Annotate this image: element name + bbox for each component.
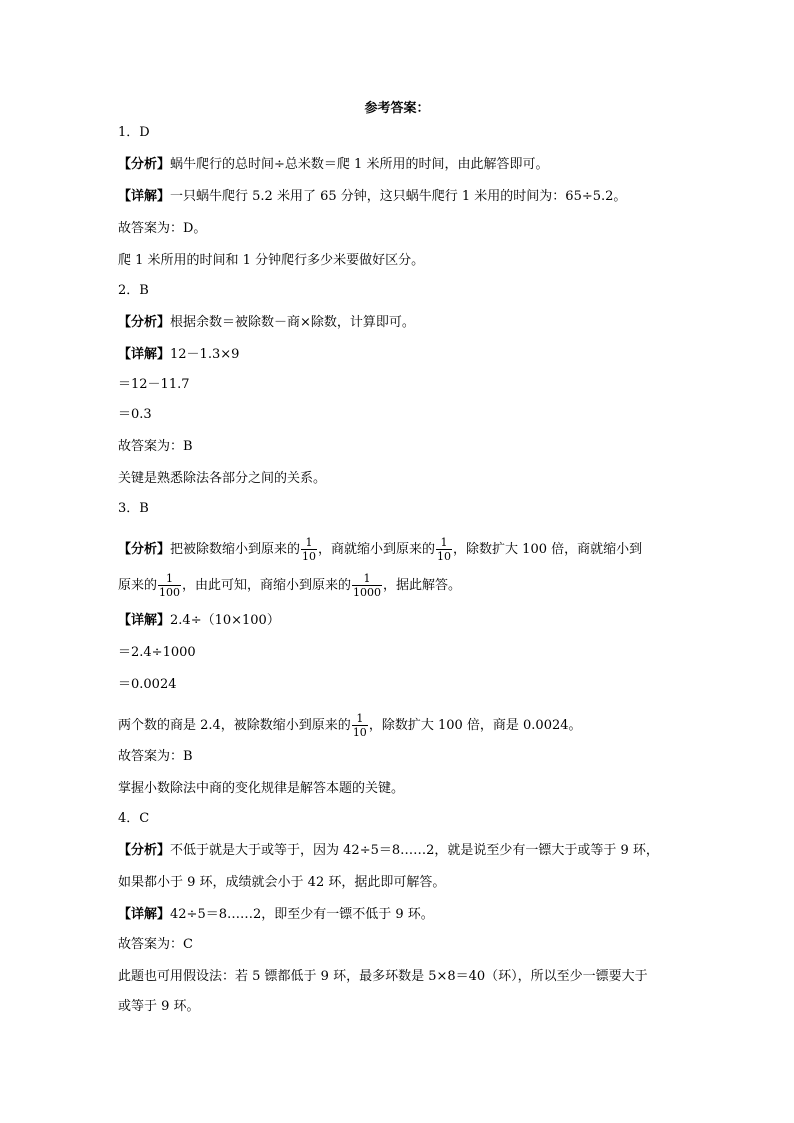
q4-note-line-1: 此题也可用假设法：若 5 镖都低于 9 环，最多环数是 5×8＝40（环），所以至少一镖要大于 (118, 969, 648, 984)
q4-answer: 故答案为：C (118, 937, 193, 952)
fraction-denominator: 10 (437, 550, 452, 563)
text-segment: 两个数的商是 2.4，被除数缩小到原来的 (118, 718, 351, 733)
analysis-tag: 【分析】 (118, 315, 171, 330)
q3-conclusion (118, 712, 698, 739)
detail-text: 2.4÷（10×100） (170, 613, 280, 628)
fraction-numerator: 1 (356, 712, 364, 725)
fraction-numerator: 1 (440, 536, 448, 549)
q2-detail (118, 346, 698, 364)
q2-answer: 故答案为：B (118, 439, 193, 454)
analysis-tag: 【分析】 (118, 157, 171, 172)
text-segment: 原来的 (118, 578, 158, 593)
q2-analysis (118, 314, 698, 332)
q4-note-line-2: 或等于 9 环。 (118, 999, 200, 1014)
q3-step-2: ＝0.0024 (118, 677, 177, 692)
text-segment: ，商就缩小到原来的 (318, 542, 436, 557)
q2-number: 2．B (118, 283, 149, 298)
detail-text: 42÷5＝8……2，即至少有一镖不低于 9 环。 (170, 907, 434, 922)
text-segment: ，由此可知，商缩小到原来的 (182, 578, 352, 593)
q2-note: 关键是熟悉除法各部分之间的关系。 (118, 471, 327, 486)
q3-note: 掌握小数除法中商的变化规律是解答本题的关键。 (118, 781, 405, 796)
q1-note: 爬 1 米所用的时间和 1 分钟爬行多少米要做好区分。 (118, 253, 425, 268)
q4-detail (118, 906, 698, 924)
q2-step-2: ＝0.3 (118, 407, 152, 422)
q4-number: 4．C (118, 811, 150, 826)
fraction-denominator: 1000 (353, 586, 382, 599)
page-title: 参考答案： (364, 101, 430, 116)
analysis-text: 根据余数＝被除数－商×除数，计算即可。 (170, 315, 415, 330)
q3-number: 3．B (118, 501, 149, 516)
analysis-tag: 【分析】 (118, 542, 171, 557)
detail-tag: 【详解】 (118, 347, 171, 362)
q3-analysis-line-2 (118, 572, 698, 599)
fraction-denominator: 10 (352, 726, 367, 739)
analysis-text: 蜗牛爬行的总时间÷总米数＝爬 1 米所用的时间，由此解答即可。 (170, 157, 549, 172)
fraction (436, 536, 452, 563)
analysis-tag: 【分析】 (118, 843, 171, 858)
q3-analysis-line-1 (118, 536, 698, 563)
detail-text: 12－1.3×9 (170, 347, 240, 362)
fraction (352, 572, 382, 599)
q4-analysis-line-2: 如果都小于 9 环，成绩就会小于 42 环，据此即可解答。 (118, 875, 446, 890)
q1-detail (118, 188, 698, 206)
q3-detail (118, 612, 698, 630)
analysis-text: 不低于就是大于或等于，因为 42÷5＝8……2，就是说至少有一镖大于或等于 9 环， (170, 843, 659, 858)
text-segment: ，据此解答。 (383, 578, 462, 593)
fraction (301, 536, 317, 563)
text-segment: 把被除数缩小到原来的 (170, 542, 301, 557)
detail-tag: 【详解】 (118, 613, 171, 628)
text-segment: ，除数扩大 100 倍，商就缩小到 (453, 542, 643, 557)
q3-step-1: ＝2.4÷1000 (118, 645, 196, 660)
q2-step-1: ＝12－11.7 (118, 377, 190, 392)
fraction-denominator: 100 (159, 586, 181, 599)
fraction-numerator: 1 (363, 572, 371, 585)
fraction-numerator: 1 (166, 572, 174, 585)
fraction-denominator: 10 (302, 550, 317, 563)
q4-analysis-line-1 (118, 842, 698, 860)
q1-answer: 故答案为：D。 (118, 221, 207, 236)
q3-answer: 故答案为：B (118, 749, 193, 764)
text-segment: ，除数扩大 100 倍，商是 0.0024。 (368, 718, 582, 733)
q1-analysis (118, 156, 698, 174)
detail-text: 一只蜗牛爬行 5.2 米用了 65 分钟，这只蜗牛爬行 1 米用的时间为：65÷5.2。 (170, 189, 627, 204)
fraction (158, 572, 181, 599)
detail-tag: 【详解】 (118, 189, 171, 204)
fraction-numerator: 1 (305, 536, 313, 549)
q1-number: 1．D (118, 125, 150, 140)
fraction (352, 712, 368, 739)
detail-tag: 【详解】 (118, 907, 171, 922)
